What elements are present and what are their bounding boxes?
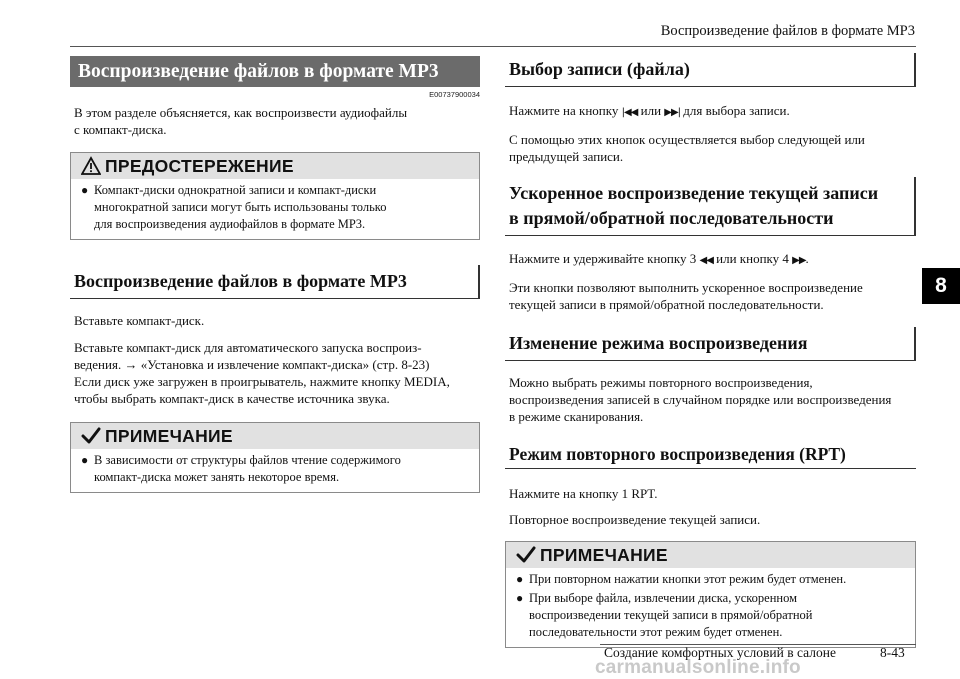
right-column: [505, 48, 916, 648]
warning-item: [81, 182, 473, 233]
bullet-dot-icon: ●: [81, 183, 89, 197]
paragraph-line: С помощью этих кнопок осуществляется выбор следующей или: [509, 132, 865, 147]
note-item: [516, 590, 909, 641]
fast-forward-icon: ▶▶: [792, 255, 806, 266]
text: Нажмите и удерживайте кнопку 3: [509, 251, 697, 266]
footer-section: Создание комфортных условий в салоне: [604, 645, 836, 660]
paragraph-line: Можно выбрать режимы повторного воспроизведения,: [509, 375, 813, 390]
text: или: [640, 103, 662, 118]
paragraph-line: Вставьте компакт-диск для автоматического запуска воспроиз-: [74, 340, 422, 355]
paragraph-line: в режиме сканирования.: [509, 409, 644, 424]
header-rule: [70, 46, 916, 47]
note-box: [70, 422, 480, 493]
rewind-icon: ◀◀: [699, 255, 713, 266]
note-header: [506, 542, 915, 568]
warning-header: [71, 153, 479, 179]
note-header: [71, 423, 479, 449]
section-heading: Изменение режима воспроизведения: [505, 327, 916, 361]
previous-track-icon: |◀◀: [621, 107, 638, 118]
chapter-banner: Воспроизведение файлов в формате MP3: [70, 56, 480, 87]
paragraph: [505, 279, 916, 313]
warning-title: ПРЕДОСТЕРЕЖЕНИЕ: [105, 155, 294, 176]
note-text-line: воспроизведении текущей записи в прямой/обратной: [529, 608, 813, 622]
text: для выбора записи.: [683, 103, 790, 118]
paragraph: [505, 131, 916, 165]
checkmark-icon: [81, 426, 101, 446]
paragraph-line: чтобы выбрать компакт-диск в качестве источника звука.: [74, 391, 390, 406]
watermark: carmanualsonline.info: [595, 657, 801, 678]
paragraph-line: ведения. → «Установка и извлечение компакт-диска» (стр. 8-23): [74, 357, 430, 372]
intro-line: с компакт-диска.: [74, 122, 167, 137]
note-box: [505, 541, 916, 648]
paragraph-line: Если диск уже загружен в проигрыватель, нажмите кнопку MEDIA,: [74, 374, 450, 389]
paragraph: [505, 374, 916, 425]
chapter-tab: 8: [922, 268, 960, 304]
bullet-dot-icon: ●: [81, 453, 89, 467]
note-title: ПРИМЕЧАНИЕ: [105, 425, 233, 446]
paragraph: Повторное воспроизведение текущей записи.: [509, 512, 761, 527]
text: .: [805, 251, 809, 266]
warning-body: [71, 179, 479, 239]
paragraph: Вставьте компакт-диск.: [74, 313, 205, 328]
note-item: [516, 571, 909, 588]
note-text-line: компакт-диска может занять некоторое время.: [94, 470, 340, 484]
note-text-line: последовательности этот режим будет отменен.: [529, 625, 783, 639]
section-heading: Воспроизведение файлов в формате MP3: [70, 265, 480, 299]
document-id: E00737900034: [429, 90, 480, 99]
warning-text-line: для воспроизведения аудиофайлов в формате MP3.: [94, 217, 366, 231]
running-header: Воспроизведение файлов в формате MP3: [660, 23, 915, 39]
section-heading: Выбор записи (файла): [505, 53, 916, 87]
heading-line: в прямой/обратной последовательности: [509, 208, 834, 228]
paragraph-line: предыдущей записи.: [509, 149, 624, 164]
page-number: 8-43: [880, 645, 905, 660]
paragraph-line: Эти кнопки позволяют выполнить ускоренное воспроизведение: [509, 280, 863, 295]
intro-paragraph: [70, 104, 480, 138]
note-item: [81, 452, 473, 486]
bullet-dot-icon: ●: [516, 591, 524, 605]
text: Нажмите на кнопку: [509, 103, 619, 118]
note-body: [71, 449, 479, 492]
note-text-line: В зависимости от структуры файлов чтение содержимого: [94, 453, 401, 467]
left-column: [70, 56, 480, 493]
heading-line: Ускоренное воспроизведение текущей записи: [509, 183, 879, 203]
next-track-icon: ▶▶|: [664, 107, 681, 118]
paragraph: [505, 102, 916, 121]
paragraph: Нажмите на кнопку 1 RPT.: [509, 486, 658, 501]
warning-box: [70, 152, 480, 240]
bullet-dot-icon: ●: [516, 572, 524, 586]
paragraph: [505, 250, 916, 269]
warning-triangle-icon: [81, 156, 101, 176]
note-text-line: При повторном нажатии кнопки этот режим будет отменен.: [529, 572, 847, 586]
intro-line: В этом разделе объясняется, как воспроизвести аудиофайлы: [74, 105, 408, 120]
section-heading: [505, 177, 916, 236]
paragraph-line: воспроизведения записей в случайном порядке или воспроизведения: [509, 392, 892, 407]
warning-text-line: многократной записи могут быть использованы только: [94, 200, 387, 214]
subsection-heading: Режим повторного воспроизведения (RPT): [505, 441, 916, 469]
note-title: ПРИМЕЧАНИЕ: [540, 544, 668, 565]
paragraph: [70, 339, 480, 407]
note-body: [506, 568, 915, 647]
warning-text-line: Компакт-диски однократной записи и компакт-диски: [94, 183, 377, 197]
paragraph-line: текущей записи в прямой/обратной последовательности.: [509, 297, 824, 312]
checkmark-icon: [516, 545, 536, 565]
text: или кнопку 4: [716, 251, 789, 266]
note-text-line: При выборе файла, извлечении диска, ускоренном: [529, 591, 798, 605]
